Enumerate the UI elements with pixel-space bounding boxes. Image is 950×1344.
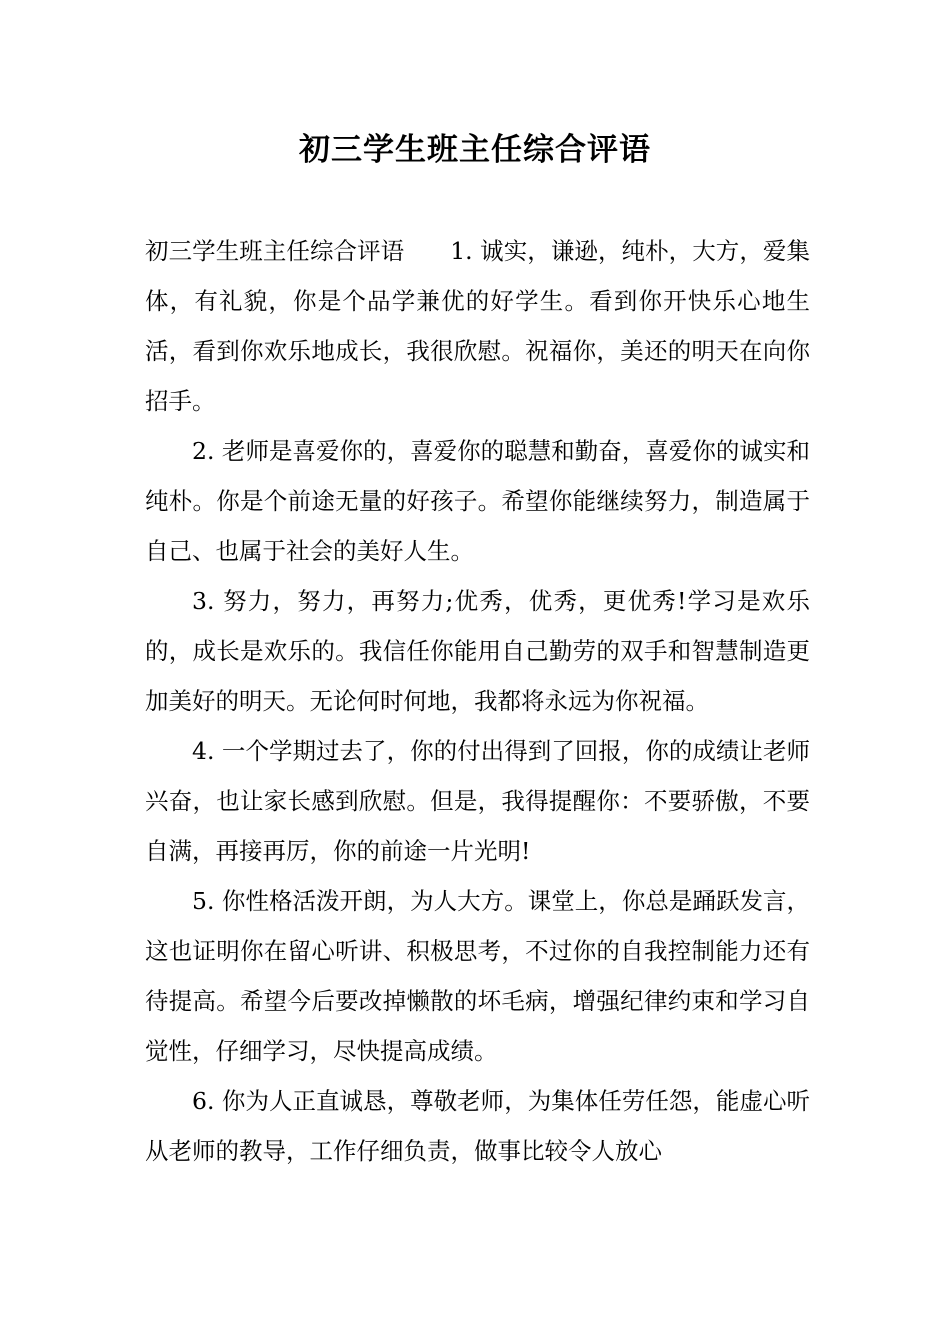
paragraph-2: 2. 老师是喜爱你的，喜爱你的聪慧和勤奋，喜爱你的诚实和纯朴。你是个前途无量的好孩子。希望你能继续努力，制造属于自己、也属于社会的美好人生。 xyxy=(145,437,810,565)
intro-heading: 初三学生班主任综合评语 xyxy=(145,237,405,265)
paragraph-3: 3. 努力，努力，再努力;优秀，优秀，更优秀!学习是欢乐的，成长是欢乐的。我信任你能用自己勤劳的双手和智慧制造更加美好的明天。无论何时何地，我都将永远为你祝福。 xyxy=(145,587,810,715)
paragraph-5: 5. 你性格活泼开朗，为人大方。课堂上，你总是踊跃发言，这也证明你在留心听讲、积极思考，不过你的自我控制能力还有待提高。希望今后要改掉懒散的坏毛病，增强纪律约束和学习自觉性，仔细学习，尽快提高成绩。 xyxy=(145,887,810,1065)
document-title: 初三学生班主任综合评语 xyxy=(299,132,651,168)
paragraph-1 xyxy=(145,226,810,426)
paragraph-1-text: 1. 诚实，谦逊，纯朴，大方，爱集体，有礼貌，你是个品学兼优的好学生。看到你开快乐心地生活，看到你欢乐地成长，我很欣慰。祝福你，美还的明天在向你招手。 xyxy=(145,237,810,415)
paragraph-4: 4. 一个学期过去了，你的付出得到了回报，你的成绩让老师兴奋，也让家长感到欣慰。但是，我得提醒你：不要骄傲，不要自满，再接再厉，你的前途一片光明! xyxy=(145,737,810,865)
paragraph-6: 6. 你为人正直诚恳，尊敬老师，为集体任劳任怨，能虚心听从老师的教导，工作仔细负责，做事比较令人放心 xyxy=(145,1087,810,1165)
document-body xyxy=(145,226,810,1176)
